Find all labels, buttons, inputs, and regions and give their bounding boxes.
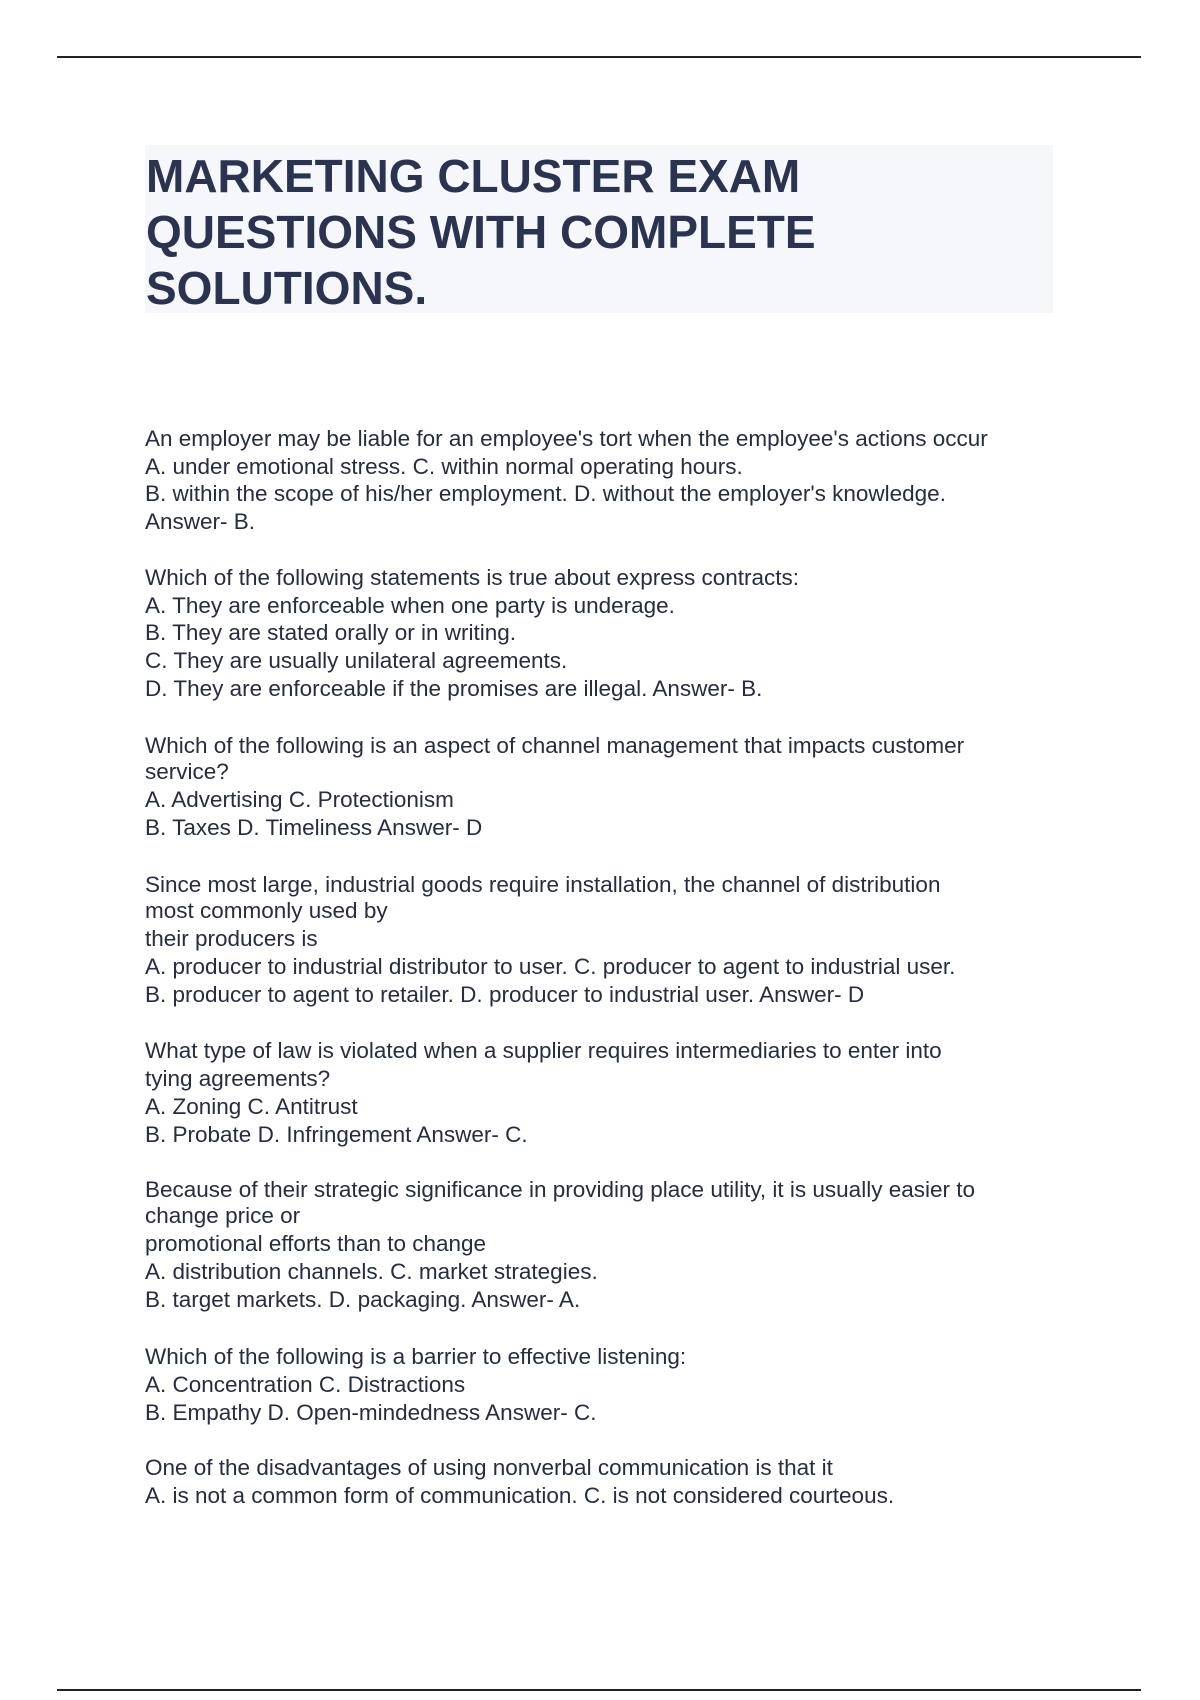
title-line-1: MARKETING CLUSTER EXAM [146,150,801,202]
question-text: promotional efforts than to change [145,1231,487,1256]
bottom-rule [57,1689,1141,1691]
answer-line: B. target markets. D. packaging. Answer- A. [145,1287,581,1312]
answer-option-line: A. is not a common form of communication. C. is not considered courteous. [145,1483,895,1508]
question-text: What type of law is violated when a supplier requires intermediaries to enter into [145,1038,942,1063]
answer-line: Answer- B. [145,509,256,534]
answer-option-line: A. They are enforceable when one party is underage. [145,593,675,618]
answer-option-line: A. distribution channels. C. market strategies. [145,1259,598,1284]
answer-line: B. Empathy D. Open-mindedness Answer- C. [145,1400,597,1425]
answer-line: B. Taxes D. Timeliness Answer- D [145,815,483,840]
answer-line: B. Probate D. Infringement Answer- C. [145,1122,528,1147]
question-text: An employer may be liable for an employee's tort when the employee's actions occur [145,426,988,451]
answer-option-line: C. They are usually unilateral agreements. [145,648,568,673]
title-line-2: QUESTIONS WITH COMPLETE [146,206,816,258]
question-text: their producers is [145,926,318,951]
answer-option-line: A. Advertising C. Protectionism [145,787,454,812]
document-title [145,145,1053,313]
question-text: most commonly used by [145,898,388,923]
answer-option-line: A. Concentration C. Distractions [145,1372,466,1397]
question-text: Since most large, industrial goods require installation, the channel of distribution [145,872,941,897]
answer-option-line: A. Zoning C. Antitrust [145,1094,358,1119]
answer-option-line: A. producer to industrial distributor to user. C. producer to agent to industrial user. [145,954,956,979]
question-text: One of the disadvantages of using nonverbal communication is that it [145,1455,833,1480]
question-text: change price or [145,1203,301,1228]
question-text: service? [145,759,229,784]
top-rule [57,56,1141,58]
question-text: Which of the following is an aspect of channel management that impacts customer [145,733,965,758]
answer-option-line: A. under emotional stress. C. within normal operating hours. [145,454,743,479]
question-text: Because of their strategic significance in providing place utility, it is usually easier to [145,1177,975,1202]
answer-option-line: B. They are stated orally or in writing. [145,620,516,645]
answer-line: B. producer to agent to retailer. D. producer to industrial user. Answer- D [145,982,865,1007]
question-text: Which of the following is a barrier to effective listening: [145,1344,687,1369]
title-line-3: SOLUTIONS. [146,262,428,314]
question-text: tying agreements? [145,1066,331,1091]
answer-line: D. They are enforceable if the promises are illegal. Answer- B. [145,676,763,701]
question-text: Which of the following statements is true about express contracts: [145,565,800,590]
answer-option-line: B. within the scope of his/her employment. D. without the employer's knowledge. [145,481,946,506]
